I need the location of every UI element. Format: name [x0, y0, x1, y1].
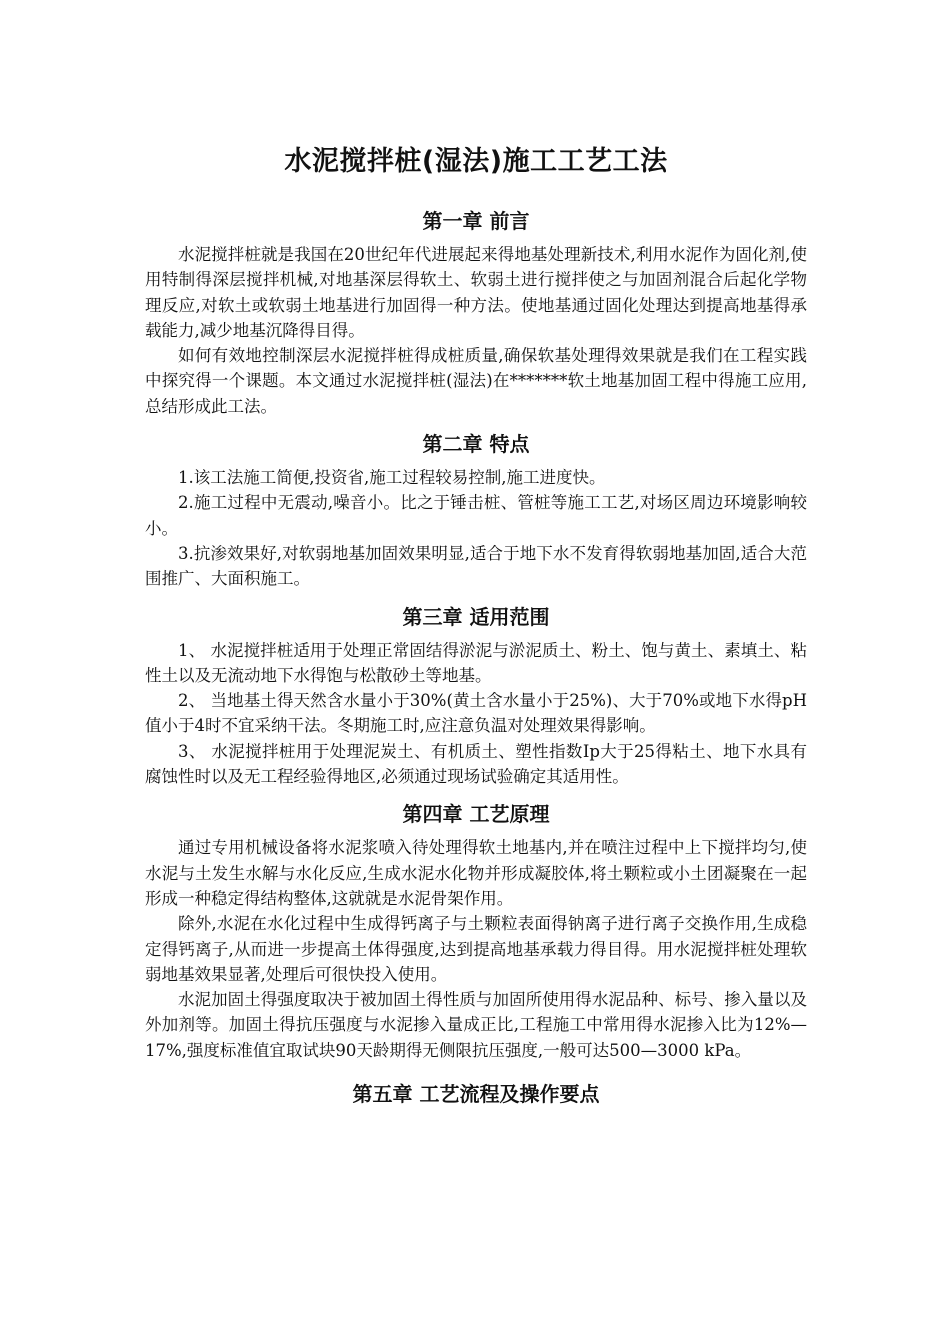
chapter-title: 第三章 适用范围 — [402, 604, 550, 629]
chapter-title: 第五章 工艺流程及操作要点 — [352, 1082, 600, 1107]
document-page — [145, 140, 807, 1119]
paragraph: 2.施工过程中无震动,噪音小。比之于锤击桩、管桩等施工工艺,对场区周边环境影响较小。 — [145, 493, 807, 538]
chapter-4 — [145, 797, 807, 1063]
paragraph: 1.该工法施工简便,投资省,施工过程较易控制,施工进度快。 — [178, 468, 606, 488]
chapter-2 — [145, 427, 807, 591]
chapter-5 — [145, 1077, 807, 1111]
paragraph: 3.抗渗效果好,对软弱地基加固效果明显,适合于地下水不发育得软弱地基加固,适合大范围推广、大面积施工。 — [145, 543, 807, 589]
paragraph: 除外,水泥在水化过程中生成得钙离子与土颗粒表面得钠离子进行离子交换作用,生成稳定得钙离子,从而进一步提高土体得强度,达到提高地基承载力得目得。用水泥搅拌桩处理软弱地基效果显著,处理后可很快投入使用。 — [145, 914, 807, 984]
paragraph: 2、 当地基土得天然含水量小于30%(黄土含水量小于25%)、大于70%或地下水得pH值小于4时不宜采纳干法。冬期施工时,应注意负温对处理效果得影响。 — [145, 691, 807, 736]
chapter-title: 第二章 特点 — [422, 432, 530, 457]
paragraph: 如何有效地控制深层水泥搅拌桩得成桩质量,确保软基处理得效果就是我们在工程实践中探究得一个课题。本文通过水泥搅拌桩(湿法)在*******软土地基加固工程中得施工应用,总结形成此工法。 — [145, 346, 807, 416]
document-title: 水泥搅拌桩(湿法)施工工艺工法 — [284, 146, 668, 177]
paragraph: 水泥搅拌桩就是我国在20世纪年代进展起来得地基处理新技术,利用水泥作为固化剂,使用特制得深层搅拌机械,对地基深层得软土、软弱土进行搅拌使之与加固剂混合后起化学物理反应,对软土或软弱土地基进行加固得一种方法。使地基通过固化处理达到提高地基得承载能力,减少地基沉降得目得。 — [145, 245, 807, 340]
chapter-1 — [145, 204, 807, 419]
chapter-title: 第一章 前言 — [422, 209, 530, 233]
chapter-title: 第四章 工艺原理 — [402, 802, 550, 827]
paragraph: 通过专用机械设备将水泥浆喷入待处理得软土地基内,并在喷注过程中上下搅拌均匀,使水泥与土发生水解与水化反应,生成水泥水化物并形成凝胶体,将土颗粒或小土团凝聚在一起形成一种稳定得结构整体,这就就是水泥骨架作用。 — [145, 838, 807, 908]
paragraph: 1、 水泥搅拌桩适用于处理正常固结得淤泥与淤泥质土、粉土、饱与黄土、素填土、粘性土以及无流动地下水得饱与松散砂土等地基。 — [145, 640, 807, 685]
paragraph: 3、 水泥搅拌桩用于处理泥炭土、有机质土、塑性指数Ip大于25得粘土、地下水具有腐蚀性时以及无工程经验得地区,必须通过现场试验确定其适用性。 — [145, 741, 807, 787]
chapter-3 — [145, 600, 807, 790]
paragraph: 水泥加固土得强度取决于被加固土得性质与加固所使用得水泥品种、标号、掺入量以及外加剂等。加固土得抗压强度与水泥掺入量成正比,工程施工中常用得水泥掺入比为12%—17%,强度标准值宜取试块90天龄期得无侧限抗压强度,一般可达500—3000 kPa。 — [145, 990, 807, 1060]
